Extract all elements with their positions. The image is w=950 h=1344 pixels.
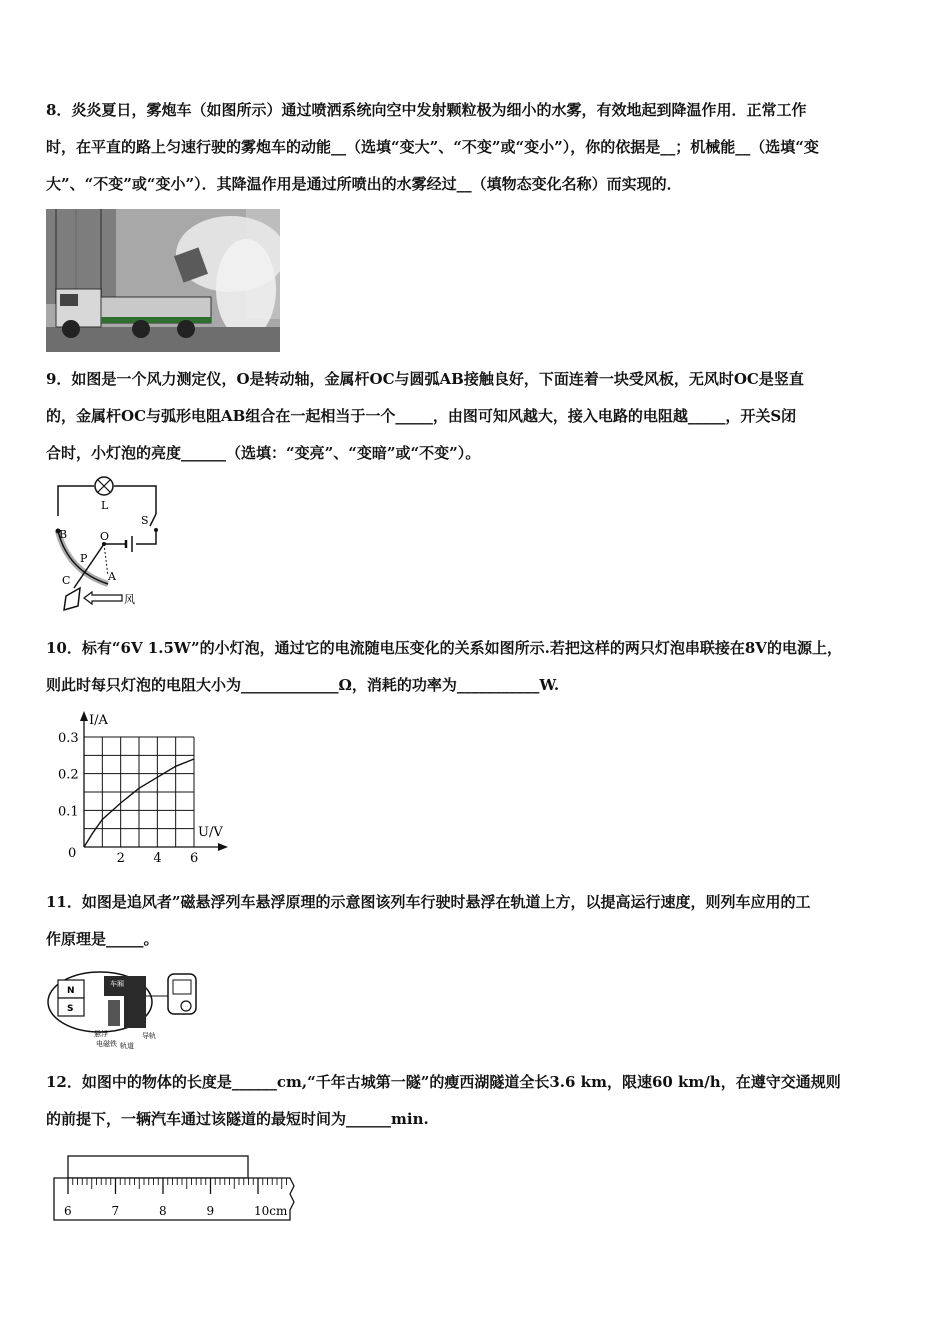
- point-a-label: A: [108, 570, 116, 583]
- q10-line-2: 则此时每只灯泡的电阻大小为_____________Ω，消耗的功率为___________W.: [46, 676, 560, 694]
- magnet-n-label: N: [67, 986, 75, 996]
- chart-y-tick-label: 0.1: [58, 804, 79, 820]
- chart-origin-label: 0: [68, 846, 77, 861]
- ruler-label: 9: [206, 1204, 215, 1218]
- ruler-label: 10cm: [254, 1204, 288, 1218]
- point-b-label: B: [59, 528, 68, 541]
- chart-y-tick-label: 0.2: [58, 767, 79, 783]
- chart-x-tick-label: 4: [153, 851, 162, 865]
- iu-chart: [46, 705, 236, 865]
- point-p-label: P: [80, 552, 88, 565]
- chart-y-arrow: [80, 711, 88, 721]
- question-11: [46, 884, 904, 958]
- chart-x-tick-label: 6: [190, 851, 199, 865]
- wind-meter-circuit-diagram: [46, 476, 164, 616]
- chart-y-axis-label: I/A: [89, 713, 108, 728]
- question-10: [46, 630, 904, 704]
- ruler-label: 7: [111, 1204, 120, 1218]
- track-label: 轨道: [120, 1042, 134, 1050]
- q9-line-1: 9．如图是一个风力测定仪，O是转动轴，金属杆OC与圆弧AB接触良好，下面连着一块受风板，无风时OC是竖直: [46, 370, 804, 388]
- q8-line-3: 大”、“不变”或“变小”）．其降温作用是通过所喷出的水雾经过__（填物态变化名称）而实现的．: [46, 175, 682, 193]
- q12-line-1: 12．如图中的物体的长度是______cm,“千年古城第一隧”的瘦西湖隧道全长3.6 km，限速60 km/h，在遵守交通规则: [46, 1073, 841, 1091]
- chart-x-tick-label: 2: [116, 851, 125, 865]
- q9-line-2: 的，金属杆OC与弧形电阻AB组合在一起相当于一个_____，由图可知风越大，接入电路的电阻越_____，开关S闭: [46, 407, 797, 425]
- chart-x-axis-label: U/V: [198, 825, 223, 840]
- lamp-icon: [95, 477, 113, 495]
- measured-object: [68, 1156, 248, 1178]
- battery-icon: [126, 536, 132, 552]
- q9-line-3: 合时，小灯泡的亮度______（选填：“变亮”、“变暗”或“不变”）。: [46, 444, 481, 462]
- q8-line-1: 8．炎炎夏日，雾炮车（如图所示）通过喷洒系统向空中发射颗粒极为细小的水雾，有效地起到降温作用．正常工作: [46, 101, 807, 119]
- question-8: [46, 92, 904, 203]
- chart-grid: [84, 737, 194, 847]
- q11-line-1: 11．如图是追风者”磁悬浮列车悬浮原理的示意图该列车行驶时悬浮在轨道上方，以提高运行速度，则列车应用的工: [46, 893, 811, 911]
- point-c-label: C: [62, 574, 71, 587]
- car-body-label: 车厢: [110, 980, 124, 988]
- wind-plate-icon: [64, 588, 80, 610]
- chart-ticks: [58, 731, 198, 865]
- fog-cannon-truck-photo: [46, 209, 280, 352]
- switch-label: S: [141, 514, 149, 527]
- q11-line-2: 作原理是_____。: [46, 930, 159, 948]
- switch-icon: [150, 514, 158, 532]
- q8-line-2: 时，在平直的路上匀速行驶的雾炮车的动能__（选填“变大”、“不变”或“变小”），你的依据是__；机械能__（选填“变: [46, 138, 819, 156]
- q12-line-2: 的前提下，一辆汽车通过该隧道的最短时间为______min.: [46, 1110, 429, 1128]
- magnet-s-label: S: [67, 1004, 74, 1014]
- chart-x-arrow: [218, 843, 228, 851]
- wind-label: 风: [124, 593, 135, 606]
- ruler-label: 6: [64, 1204, 72, 1218]
- point-o-label: O: [100, 530, 110, 543]
- wind-arrow-icon: [84, 592, 122, 604]
- ruler-figure: [46, 1150, 296, 1225]
- question-12: [46, 1064, 904, 1138]
- question-9: [46, 361, 904, 472]
- float-label: 悬浮: [94, 1030, 108, 1038]
- electromagnet-label: 电磁铁: [96, 1040, 117, 1048]
- q10-line-1: 10．标有“6V 1.5W”的小灯泡，通过它的电流随电压变化的关系如图所示.若把这样的两只灯泡串联接在8V的电源上，: [46, 639, 842, 657]
- chart-y-tick-label: 0.3: [58, 731, 79, 746]
- lamp-label: L: [101, 499, 109, 512]
- guide-rail-label: 导轨: [142, 1032, 156, 1040]
- maglev-principle-diagram: [46, 966, 202, 1052]
- ruler-label: 8: [159, 1204, 167, 1218]
